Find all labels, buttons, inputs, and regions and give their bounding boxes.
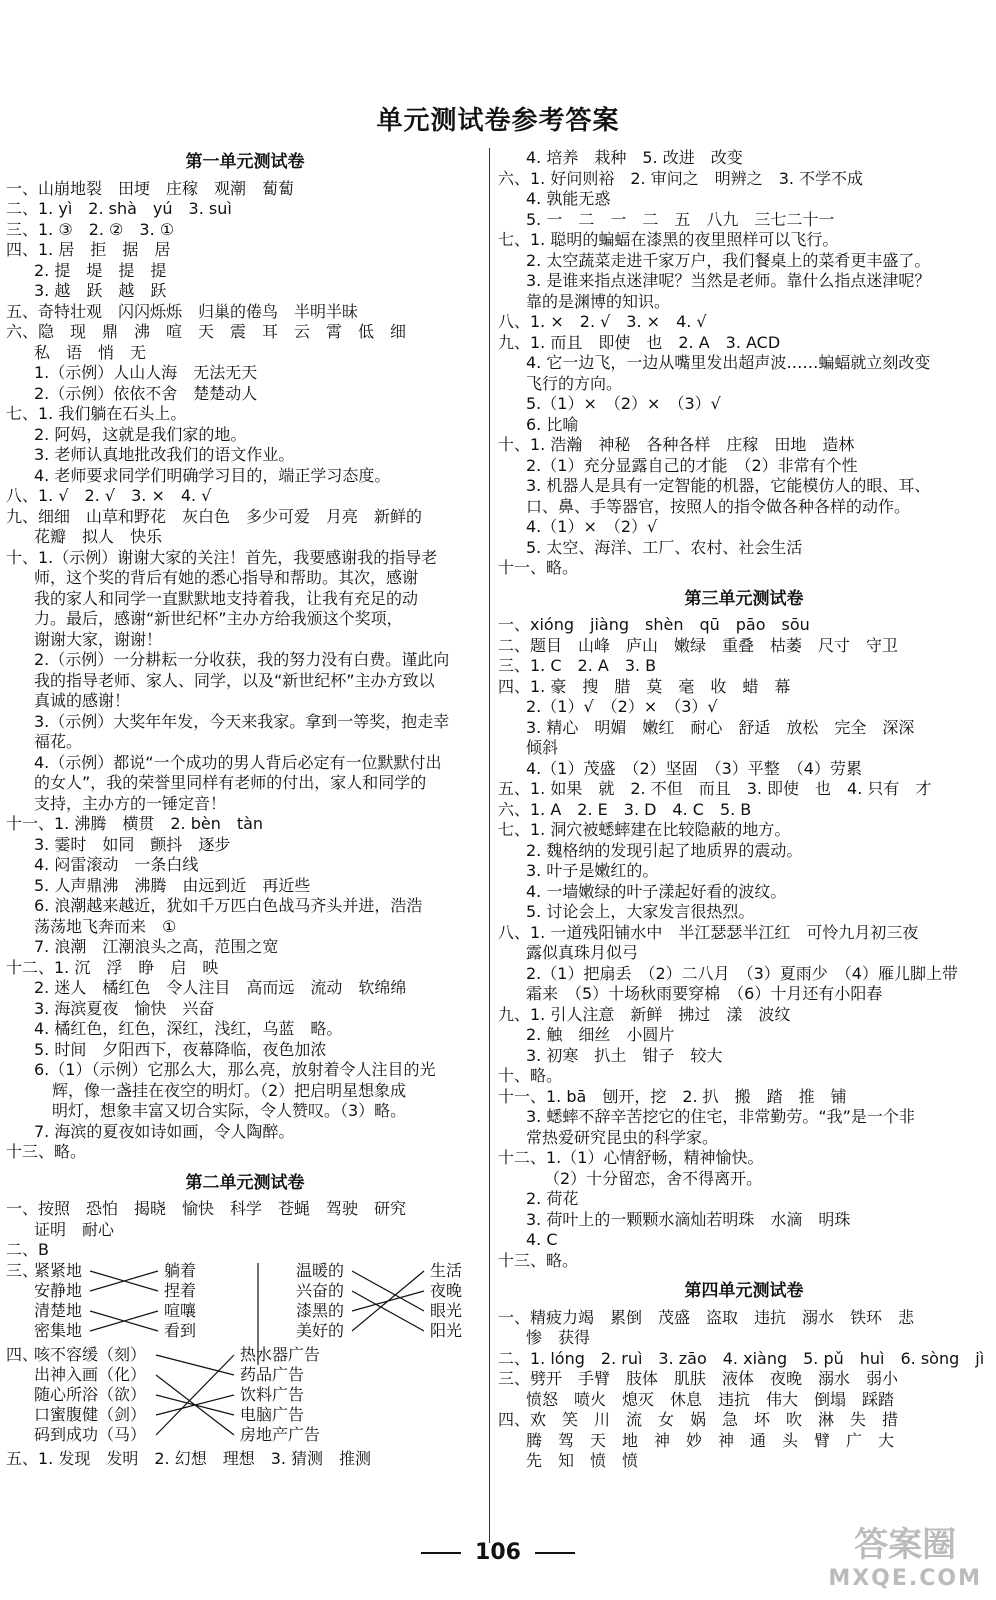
answer-line: 4. 孰能无惑: [526, 189, 611, 208]
answer-line: 3. 老师认真地批改我们的语文作业。: [34, 445, 295, 464]
answer-line: 十二、1. 沉 浮 睁 启 映: [6, 957, 219, 977]
answer-line: 二、B: [6, 1240, 49, 1259]
answer-line: 4. C: [526, 1230, 558, 1249]
answer-line: 2. 提 堤 提 提: [34, 260, 167, 280]
answer-line: 一、山崩地裂 田埂 庄稼 观潮 蔔蔔: [6, 178, 295, 198]
answer-line: 七、1. 洞穴被蟋蟀建在比较隐蔽的地方。: [498, 820, 791, 839]
answer-line: 十一、1. bā 刨开，挖 2. 扒 搬 踏 推 铺: [498, 1086, 847, 1106]
match-word: 温暖的: [296, 1260, 345, 1280]
answer-line: 露似真珠月似弓: [526, 943, 639, 962]
answer-line: 2. 太空蔬菜走进千家万户，我们餐桌上的菜肴更丰盛了。: [526, 250, 931, 270]
answer-line: 十、略。: [498, 1066, 563, 1085]
answer-line: 2.（1）把扇丢 （2）二八月 （3）夏雨少 （4）雁儿脚上带: [526, 963, 958, 983]
answer-line: 5. 太空、海洋、工厂、农村、社会生活: [526, 537, 803, 557]
page-number-dash-right: [535, 1552, 575, 1554]
answer-line: 6.（1）（示例）它那么大，那么亮，放射着令人注目的光: [34, 1060, 436, 1079]
answer-line: 五、1. 如果 就 2. 不但 而且 3. 即使 也 4. 只有 才: [498, 779, 932, 798]
answer-line: 倾斜: [526, 738, 559, 757]
answer-line: 二、1. lóng 2. ruì 3. zāo 4. xiàng 5. pǔ huì 6. sòng jì: [498, 1348, 985, 1368]
answer-line: 八、1. × 2. √ 3. × 4. √: [498, 312, 707, 331]
answer-line: 十、1. 浩瀚 神秘 各种各样 庄稼 田地 造林: [498, 435, 855, 454]
answer-line: 花瓣 拟人 快乐: [34, 527, 163, 546]
answer-line: 三、劈开 手臂 肢体 肌肤 液体 夜晚 溺水 弱小: [498, 1369, 899, 1388]
answer-line: 4. 橘红色，红色，深红，浅红，乌蓝 略。: [34, 1019, 343, 1038]
answer-line: 4.（1）茂盛 （2）坚固 （3）平整 （4）劳累: [526, 758, 862, 778]
answer-line: 4.（1）× （2）√: [526, 517, 658, 536]
match-word: 紧紧地: [34, 1260, 83, 1280]
match-word: 夜晚: [430, 1280, 463, 1300]
answer-line: 2.（示例）依依不舍 楚楚动人: [34, 383, 258, 403]
answer-line: 七、1. 我们躺在石头上。: [6, 404, 187, 423]
match-word: 安静地: [34, 1280, 83, 1300]
answer-line: 飞行的方向。: [526, 373, 623, 393]
match-word: 喧嚷: [164, 1300, 197, 1320]
unit3-title: 第三单元测试卷: [684, 588, 804, 609]
unit4-title: 第四单元测试卷: [684, 1281, 804, 1301]
match-idiom: 出神入画（化）: [34, 1364, 147, 1384]
answer-line: 4. 一墙嫩绿的叶子漾起好看的波纹。: [526, 881, 787, 901]
question-number: 四、: [6, 1344, 39, 1364]
match-ad: 热水器广告: [240, 1344, 321, 1364]
answer-line: 5. 一 二 一 二 五 八九 三七二十一: [526, 209, 835, 229]
answer-line: 九、细细 山草和野花 灰白色 多少可爱 月亮 新鲜的: [6, 506, 423, 526]
answer-line: 四、欢 笑 川 流 女 娲 急 坏 吹 淋 失 措: [498, 1410, 899, 1429]
answer-line: 十二、1.（1）心情舒畅，精神愉快。: [498, 1148, 764, 1167]
answer-line: 4. 培养 栽种 5. 改进 改变: [526, 148, 743, 167]
answer-line: 3. 初寒 扒土 钳子 较大: [526, 1045, 723, 1065]
answer-line: 十三、略。: [6, 1142, 87, 1161]
answer-line: 2.（示例）一分耕耘一分收获，我的努力没有白费。谨此向: [34, 650, 450, 669]
answer-line: 5.（1）× （2）× （3）√: [526, 394, 721, 413]
matching-question-4: [6, 1345, 484, 1467]
answer-line: 常热爱研究昆虫的科学家。: [526, 1127, 719, 1147]
answer-line: 我的家人和同学一直默默地支持着我，让我有充足的动: [34, 588, 419, 608]
answer-line: 五、1. 发现 发明 2. 幻想 理想 3. 猜测 推测: [6, 1448, 372, 1468]
answer-line: 辉，像一盏挂在夜空的明灯。（2）把启明星想象成: [52, 1080, 407, 1100]
answer-line: 2. 迷人 橘红色 令人注目 高而远 流动 软绵绵: [34, 978, 407, 997]
answer-line: 十三、略。: [498, 1250, 579, 1270]
answer-line: 3. 是谁来指点迷津呢？当然是老师。靠什么指点迷津呢？: [526, 271, 931, 290]
unit1-title: 第一单元测试卷: [185, 152, 305, 172]
match-word: 清楚地: [34, 1300, 83, 1320]
left-column: [6, 148, 484, 1469]
answer-line: 四、1. 豪 搜 腊 莫 毫 收 蜡 幕: [498, 676, 791, 696]
answer-line: 一、精疲力竭 累倒 茂盛 盗取 违抗 溺水 铁环 悲: [498, 1307, 915, 1327]
answer-line: 二、1. yì 2. shà yú 3. suì: [6, 199, 232, 218]
match-ad: 药品广告: [240, 1364, 305, 1384]
answer-line: 靠的是渊博的知识。: [526, 291, 671, 311]
answer-line: 六、隐 现 鼎 沸 喧 天 震 耳 云 霄 低 细: [6, 322, 407, 341]
answer-line: 3.（示例）大奖年年发，今天来我家。拿到一等奖，抱走幸: [34, 711, 450, 731]
match-word: 眼光: [430, 1300, 463, 1320]
match-ad: 饮料广告: [240, 1384, 305, 1404]
answer-line: 7. 海滨的夏夜如诗如画，令人陶醉。: [34, 1121, 295, 1141]
match-idiom: 随心所浴（欲）: [34, 1384, 147, 1404]
answer-line: 先 知 愤 愤: [526, 1451, 639, 1470]
match-word: 兴奋的: [296, 1280, 345, 1300]
answer-line: 六、1. 好问则裕 2. 审问之 明辨之 3. 不学不成: [498, 168, 864, 188]
match-word: 躺着: [164, 1260, 197, 1280]
watermark-logo: [828, 1525, 982, 1596]
page-number-text: 106: [475, 1540, 521, 1565]
answer-line: 5. 时间 夕阳西下，夜幕降临，夜色加浓: [34, 1039, 327, 1059]
answer-line: 六、1. A 2. E 3. D 4. C 5. B: [498, 799, 752, 819]
column-divider: [489, 148, 490, 1543]
answer-line: 八、1. 一道残阳铺水中 半江瑟瑟半江红 可怜九月初三夜: [498, 922, 919, 942]
answer-line: 三、1. C 2. A 3. B: [498, 656, 657, 675]
page-title: 单元测试卷参考答案: [376, 106, 620, 136]
answer-line: 3. 霎时 如同 颤抖 逐步: [34, 834, 231, 854]
right-column: [498, 148, 990, 1472]
answer-line: 7. 浪潮 江潮浪头之高，范围之宽: [34, 937, 279, 956]
answer-line: 2. 魏格纳的发现引起了地质界的震动。: [526, 840, 803, 860]
answer-line: 2.（1）√ （2）× （3）√: [526, 697, 718, 716]
answer-line: 十、1.（示例）谢谢大家的关注！首先，我要感谢我的指导老: [6, 547, 438, 567]
answer-line: 九、1. 引人注意 新鲜 拂过 漾 波纹: [498, 1004, 791, 1024]
answer-line: 我的指导老师、家人、同学，以及“新世纪杯”主办方致以: [34, 670, 435, 690]
match-ad: 电脑广告: [240, 1404, 305, 1424]
question-number: 三、: [6, 1260, 39, 1280]
answer-line: 3. 蟋蟀不辞辛苦挖它的住宅，非常勤劳。“我”是一个非: [526, 1107, 915, 1126]
answer-line: 力。最后，感谢“新世纪杯”主办方给我颁这个奖项，: [34, 609, 403, 628]
answer-line: 口、鼻、手等器官，按照人的指令做各种各样的动作。: [526, 496, 911, 516]
answer-line: 惨 获得: [526, 1328, 591, 1347]
answer-line: 4. 闷雷滚动 一条白线: [34, 855, 199, 874]
answer-line: 荡荡地飞奔而来 ①: [34, 916, 177, 936]
answer-line: 十一、略。: [498, 558, 579, 577]
answer-line: 支持，主办方的一锤定音！: [34, 793, 227, 813]
answer-line: 证明 耐心: [34, 1219, 115, 1239]
answer-line: （2）十分留恋，舍不得离开。: [544, 1168, 763, 1188]
answer-line: 3. 荷叶上的一颗颗水滴灿若明珠 水滴 明珠: [526, 1209, 851, 1229]
answer-line: 5. 讨论会上，大家发言很热烈。: [526, 902, 755, 921]
answer-line: 3. 海滨夏夜 愉快 兴奋: [34, 998, 215, 1018]
answer-line: 5. 人声鼎沸 沸腾 由远到近 再近些: [34, 875, 311, 895]
answer-line: 愤怒 喷火 熄灭 休息 违抗 伟大 倒塌 踩踏: [526, 1389, 895, 1409]
match-ad: 房地产广告: [240, 1424, 321, 1444]
answer-line: 4. 它一边飞，一边从嘴里发出超声波……蝙蝠就立刻改变: [526, 353, 931, 372]
answer-line: 3. 叶子是嫩红的。: [526, 861, 659, 880]
answer-line: 三、1. ③ 2. ② 3. ①: [6, 219, 175, 239]
answer-line: 2. 荷花: [526, 1189, 579, 1208]
answer-line: 谢谢大家，谢谢！: [34, 629, 163, 649]
answer-line: 九、1. 而且 即使 也 2. A 3. ACD: [498, 332, 781, 352]
match-word: 漆黑的: [296, 1300, 345, 1320]
match-idiom: 码到成功（马）: [34, 1424, 147, 1444]
page-number-dash-left: [421, 1552, 461, 1554]
match-word: 阳光: [430, 1320, 463, 1340]
answer-line: 一、按照 恐怕 揭晓 愉快 科学 苍蝇 驾驶 研究: [6, 1199, 407, 1218]
match-idiom: 口蜜腹健（剑）: [34, 1404, 147, 1424]
answer-line: 2. 阿妈，这就是我们家的地。: [34, 424, 247, 444]
answer-line: 一、xióng jiàng shèn qū pāo sōu: [498, 615, 810, 634]
answer-line: 3. 精心 明媚 嫩红 耐心 舒适 放松 完全 深深: [526, 717, 915, 737]
answer-line: 4. 老师要求同学们明确学习目的，端正学习态度。: [34, 465, 391, 485]
answer-line: 真诚的感谢！: [34, 691, 131, 710]
answer-line: 2. 触 细丝 小圆片: [526, 1025, 675, 1044]
answer-line: 五、奇特壮观 闪闪烁烁 归巢的倦鸟 半明半昧: [6, 301, 359, 321]
answer-line: 福花。: [34, 732, 83, 751]
answer-line: 腾 驾 天 地 神 妙 神 通 头 臂 广 大: [526, 1430, 895, 1450]
answer-line: 的女人”，我的荣誉里同样有老师的付出，家人和同学的: [34, 773, 427, 792]
match-word: 捏着: [164, 1280, 197, 1300]
answer-line: 四、1. 居 拒 据 居: [6, 240, 171, 259]
match-word: 美好的: [296, 1320, 345, 1340]
answer-line: 4.（示例）都说“一个成功的男人背后必定有一位默默付出: [34, 752, 442, 772]
answer-line: 明灯，想象丰富又切合实际，令人赞叹。（3）略。: [52, 1101, 407, 1120]
answer-line: 3. 机器人是具有一定智能的机器，它能模仿人的眼、耳、: [526, 476, 931, 495]
watermark-bottom: MXQE.COM: [828, 1566, 982, 1591]
answer-line: 八、1. √ 2. √ 3. × 4. √: [6, 486, 212, 505]
answer-line: 6. 浪潮越来越近，犹如千万匹白色战马齐头并进，浩浩: [34, 896, 423, 915]
answer-line: 2.（1）充分显露自己的才能 （2）非常有个性: [526, 455, 858, 475]
match-word: 密集地: [34, 1320, 83, 1340]
match-idiom: 咳不容缓（刻）: [34, 1344, 147, 1364]
unit2-title: 第二单元测试卷: [185, 1172, 305, 1193]
answer-line: 二、题目 山峰 庐山 嫩绿 重叠 枯萎 尺寸 守卫: [498, 635, 899, 655]
match-word: 看到: [164, 1320, 197, 1340]
answer-line: 十一、1. 沸腾 横贯 2. bèn tàn: [6, 814, 264, 833]
answer-line: 1.（示例）人山人海 无法无天: [34, 363, 258, 382]
answer-line: 七、1. 聪明的蝙蝠在漆黑的夜里照样可以飞行。: [498, 230, 839, 249]
answer-line: 师，这个奖的背后有她的悉心指导和帮助。其次，感谢: [34, 568, 419, 587]
watermark-top: 答案圈: [854, 1525, 957, 1565]
answer-line: 霜来 （5）十场秋雨要穿棉 （6）十月还有小阳春: [526, 984, 883, 1003]
match-word: 生活: [430, 1260, 463, 1280]
answer-line: 3. 越 跃 越 跃: [34, 281, 167, 300]
answer-line: 6. 比喻: [526, 414, 579, 434]
answer-line: 私 语 悄 无: [34, 342, 147, 362]
